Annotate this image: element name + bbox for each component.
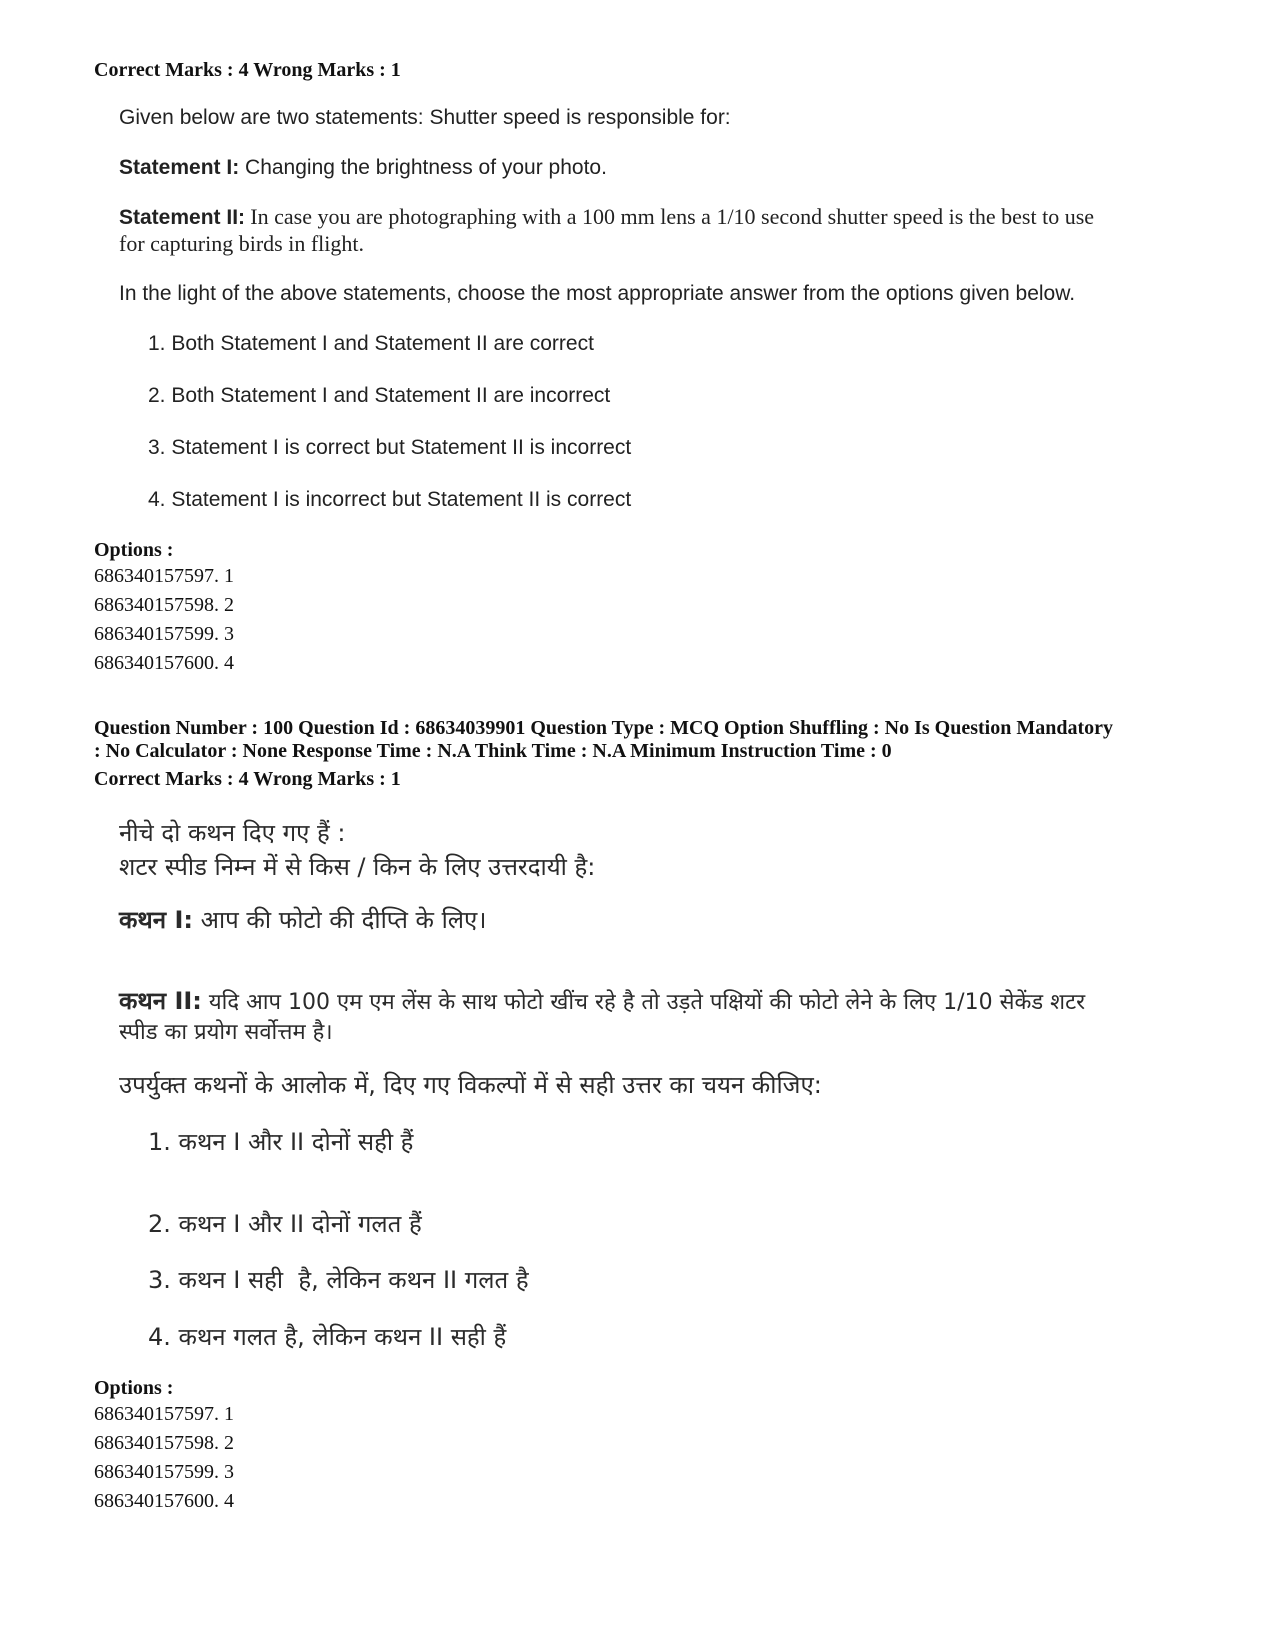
statement-1-hi <box>119 903 486 936</box>
choice-4-hi: 4. कथन गलत है, लेकिन कथन II सही हैं <box>148 1323 507 1351</box>
option-id-item: 686340157598. 2 <box>94 1432 234 1454</box>
question-intro-hi-2: शटर स्पीड निम्न में से किस / किन के लिए उत्तरदायी है: <box>119 853 596 881</box>
choice-1-hi: 1. कथन I और II दोनों सही हैं <box>148 1128 414 1156</box>
question-header-line-2: : No Calculator : None Response Time : N.A Think Time : N.A Minimum Instruction Time : 0 <box>94 740 892 762</box>
correct-marks-line-2: Correct Marks : 4 Wrong Marks : 1 <box>94 768 401 790</box>
statement-1-hi-text: आप की फोटो की दीप्ति के लिए। <box>200 906 487 934</box>
statement-1-hi-label: कथन I: <box>119 906 193 934</box>
statement-2-line-2: for capturing birds in flight. <box>119 231 365 256</box>
statement-2-hi-label: कथन II: <box>119 987 202 1015</box>
question-intro-hi-1: नीचे दो कथन दिए गए हैं : <box>119 819 346 847</box>
option-id-item: 686340157599. 3 <box>94 623 234 645</box>
statement-2-hi-line-1: यदि आप 100 एम एम लेंस के साथ फोटो खींच रहे है तो उड़ते पक्षियों की फोटो लेने के लिए 1/10 सेकेंड शटर <box>208 990 1086 1015</box>
statement-1-text: Changing the brightness of your photo. <box>245 156 607 179</box>
choice-2-en: 2. Both Statement I and Statement II are incorrect <box>148 384 611 407</box>
statement-2-hi <box>119 984 1085 1017</box>
option-id-item: 686340157597. 1 <box>94 565 234 587</box>
statement-2-line-1: In case you are photographing with a 100 mm lens a 1/10 second shutter speed is the best to use <box>250 204 1095 229</box>
choice-3-en: 3. Statement I is correct but Statement II is incorrect <box>148 436 632 459</box>
correct-marks-line-1: Correct Marks : 4 Wrong Marks : 1 <box>94 59 401 81</box>
options-label-1: Options : <box>94 539 174 561</box>
question-intro-1: Given below are two statements: Shutter speed is responsible for: <box>119 106 731 129</box>
option-id-list-1 <box>94 562 234 678</box>
option-id-list-2 <box>94 1400 234 1516</box>
choice-1-en: 1. Both Statement I and Statement II are correct <box>148 332 594 355</box>
choice-4-en: 4. Statement I is incorrect but Statement II is correct <box>148 488 632 511</box>
statement-2-hi-line-2: स्पीड का प्रयोग सर्वोत्तम है। <box>119 1020 333 1045</box>
statement-2-en <box>119 204 1159 230</box>
statement-2-label: Statement II: <box>119 206 246 229</box>
statement-1-en <box>119 156 607 180</box>
choice-3-hi: 3. कथन I सही है, लेकिन कथन II गलत है <box>148 1266 529 1294</box>
options-label-2: Options : <box>94 1377 174 1399</box>
option-id-item: 686340157600. 4 <box>94 652 234 674</box>
choice-2-hi: 2. कथन I और II दोनों गलत हैं <box>148 1210 422 1238</box>
instruction-hi: उपर्युक्त कथनों के आलोक में, दिए गए विकल्पों में से सही उत्तर का चयन कीजिए: <box>119 1071 822 1099</box>
instruction-en: In the light of the above statements, choose the most appropriate answer from the options given below. <box>119 282 1076 305</box>
statement-1-label: Statement I: <box>119 156 240 179</box>
option-id-item: 686340157598. 2 <box>94 594 234 616</box>
option-id-item: 686340157600. 4 <box>94 1490 234 1512</box>
option-id-item: 686340157599. 3 <box>94 1461 234 1483</box>
option-id-item: 686340157597. 1 <box>94 1403 234 1425</box>
question-header-line-1: Question Number : 100 Question Id : 68634039901 Question Type : MCQ Option Shuffling : No Is Question Mandatory <box>94 717 1113 739</box>
